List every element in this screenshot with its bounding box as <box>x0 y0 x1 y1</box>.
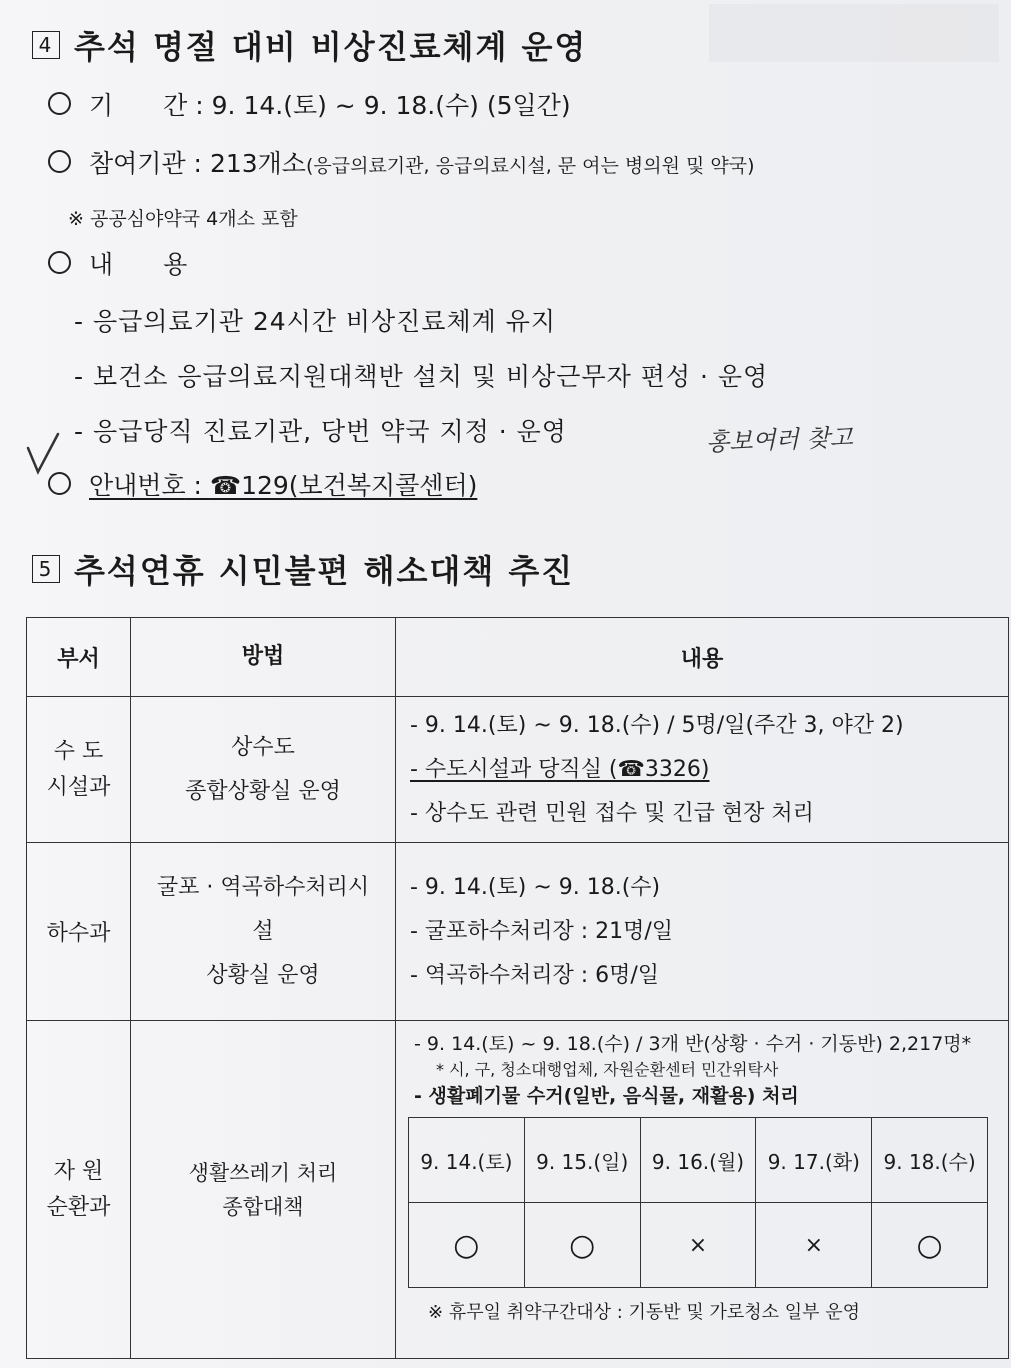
circle-bullet-icon <box>48 92 71 115</box>
participants-value: 213개소 <box>209 149 306 178</box>
section-4-title <box>32 22 587 68</box>
table-header-row <box>27 618 1009 697</box>
circle-bullet-icon <box>48 472 71 495</box>
section-title-text: 추석 명절 대비 비상진료체계 운영 <box>74 28 588 66</box>
content-line <box>48 245 187 281</box>
content-cell <box>396 1021 1009 1359</box>
header-method: 방법 <box>131 618 396 697</box>
participants-line: 참여기관 : 213개소(응급의료기관, 응급의료시설, 문 여는 병의원 및 약국) <box>48 144 755 180</box>
content-label: 내 용 <box>89 250 188 279</box>
header-dept: 부서 <box>27 618 131 697</box>
schedule-mark: ○ <box>524 1203 640 1288</box>
schedule-date: 9. 15.(일) <box>524 1118 640 1203</box>
schedule-mark: × <box>640 1203 756 1288</box>
section-number: 4 <box>32 31 60 59</box>
schedule-mark: ○ <box>872 1203 988 1288</box>
content-item: - 역곡하수처리장 : 6명/일 <box>410 962 660 988</box>
content-item: - 9. 14.(토) ~ 9. 18.(수) <box>410 874 661 900</box>
dept-cell: 하수과 <box>27 843 131 1021</box>
circle-bullet-icon <box>48 251 71 274</box>
schedule-footnote: ※ 휴무일 취약구간대상 : 기동반 및 가로청소 일부 운영 <box>428 1302 861 1323</box>
handwritten-note: 홍보여러 찾고 <box>705 423 854 457</box>
participants-note: ※ 공공심야약국 4개소 포함 <box>68 208 298 230</box>
table-row <box>27 843 1009 1021</box>
table-row <box>27 697 1009 843</box>
schedule-mark: × <box>756 1203 872 1288</box>
info-line: 안내번호 : ☎129(보건복지콜센터) <box>48 466 477 502</box>
info-value: ☎129(보건복지콜센터) <box>209 471 478 500</box>
content-subnote: * 시, 구, 청소대행업체, 자원순환센터 민간위탁사 <box>436 1060 779 1079</box>
content-item: - 9. 14.(토) ~ 9. 18.(수) / 5명/일(주간 3, 야간 2) <box>410 712 904 738</box>
participants-detail: (응급의료기관, 응급의료시설, 문 여는 병의원 및 약국) <box>305 155 755 177</box>
table-row <box>27 1021 1009 1359</box>
content-item: - 굴포하수처리장 : 21명/일 <box>410 918 674 944</box>
content-item: - 9. 14.(토) ~ 9. 18.(수) / 3개 반(상황 · 수거 · 기동반) 2,217명* <box>414 1033 972 1055</box>
section-5-title <box>32 546 574 592</box>
method-cell: 상수도 종합상황실 운영 <box>131 697 396 843</box>
content-item: - 보건소 응급의료지원대책반 설치 및 비상근무자 편성 · 운영 <box>74 362 769 391</box>
schedule-date: 9. 17.(화) <box>756 1118 872 1203</box>
content-cell <box>396 697 1009 843</box>
content-item: - 수도시설과 당직실 (☎3326) <box>410 756 710 782</box>
content-item: - 응급의료기관 24시간 비상진료체계 유지 <box>74 307 557 336</box>
method-cell: 굴포 · 역곡하수처리시 설 상황실 운영 <box>131 843 396 1021</box>
participants-label: 참여기관 <box>89 149 186 178</box>
method-cell: 생활쓰레기 처리 종합대책 <box>131 1021 396 1359</box>
section-title-text: 추석연휴 시민불편 해소대책 추진 <box>74 552 575 590</box>
schedule-table <box>408 1117 988 1288</box>
schedule-date: 9. 18.(수) <box>872 1118 988 1203</box>
period-line: 기 간 : 9. 14.(토) ~ 9. 18.(수) (5일간) <box>48 86 571 122</box>
schedule-date: 9. 14.(토) <box>409 1118 525 1203</box>
dept-cell: 수 도 시설과 <box>27 697 131 843</box>
info-label: 안내번호 <box>89 471 186 500</box>
dept-cell: 자 원 순환과 <box>27 1021 131 1359</box>
schedule-date: 9. 16.(월) <box>640 1118 756 1203</box>
bleed-through-block <box>709 4 999 62</box>
schedule-dates-row <box>409 1118 988 1203</box>
content-item: - 생활폐기물 수거(일반, 음식물, 재활용) 처리 <box>414 1085 799 1107</box>
circle-bullet-icon <box>48 150 71 173</box>
period-label: 기 간 <box>89 91 188 120</box>
period-value: 9. 14.(토) ~ 9. 18.(수) (5일간) <box>211 91 571 120</box>
header-content: 내용 <box>396 618 1009 697</box>
content-item: - 응급당직 진료기관, 당번 약국 지정 · 운영 <box>74 417 567 446</box>
content-item: - 상수도 관련 민원 접수 및 긴급 현장 처리 <box>410 800 814 826</box>
measures-table <box>26 617 1009 1359</box>
schedule-marks-row <box>409 1203 988 1288</box>
schedule-mark: ○ <box>409 1203 525 1288</box>
content-cell <box>396 843 1009 1021</box>
section-number: 5 <box>32 555 60 583</box>
